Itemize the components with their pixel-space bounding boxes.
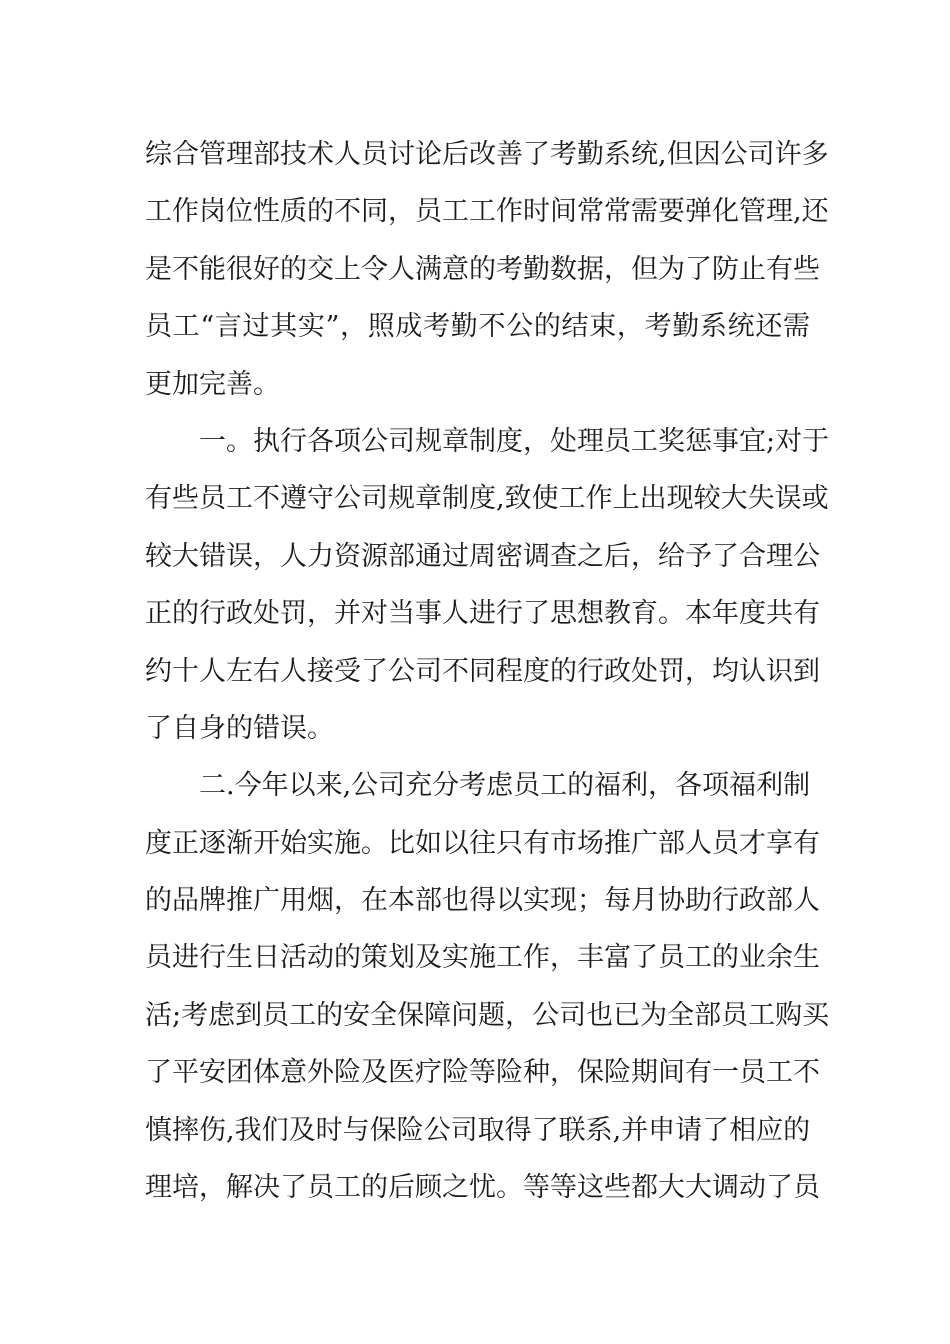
- text-line: 一。执行各项公司规章制度，处理员工奖惩事宜;对于: [199, 425, 830, 457]
- paragraph: [145, 413, 830, 757]
- paragraph: [145, 757, 830, 1216]
- text-line: 正的行政处罚，并对当事人进行了思想教育。本年度共有: [145, 598, 820, 630]
- text-line: 约十人左右人接受了公司不同程度的行政处罚，均认识到: [145, 655, 820, 687]
- paragraph: [145, 126, 829, 413]
- text-line: 工作岗位性质的不同，员工工作时间常常需要弹化管理,还: [145, 196, 829, 228]
- text-line: 更加完善。: [145, 368, 280, 400]
- text-line: 二.今年以来,公司充分考虑员工的福利，各项福利制: [199, 770, 811, 802]
- text-line: 了平安团体意外险及医疗险等险种，保险期间有一员工不: [145, 1057, 820, 1089]
- text-line: 度正逐渐开始实施。比如以往只有市场推广部人员才享有: [145, 827, 820, 859]
- text-line: 有些员工不遵守公司规章制度,致使工作上出现较大失误或: [145, 483, 829, 515]
- document-body: [145, 126, 830, 1216]
- text-line: 活;考虑到员工的安全保障问题，公司也已为全部员工购买: [145, 999, 830, 1031]
- text-line: 员进行生日活动的策划及实施工作，丰富了员工的业余生: [145, 942, 820, 974]
- text-line: 员工“言过其实”，照成考勤不公的结束，考勤系统还需: [145, 311, 810, 343]
- text-line: 的品牌推广用烟，在本部也得以实现；每月协助行政部人: [145, 885, 820, 917]
- text-line: 理培，解决了员工的后顾之忧。等等这些都大大调动了员: [145, 1172, 820, 1204]
- text-line: 综合管理部技术人员讨论后改善了考勤系统,但因公司许多: [145, 139, 829, 170]
- text-line: 较大错误，人力资源部通过周密调查之后，给予了合理公: [145, 540, 820, 572]
- text-line: 慎摔伤,我们及时与保险公司取得了联系,并申请了相应的: [145, 1114, 811, 1146]
- text-line: 是不能很好的交上令人满意的考勤数据，但为了防止有些: [145, 253, 820, 285]
- text-line: 了自身的错误。: [145, 712, 334, 744]
